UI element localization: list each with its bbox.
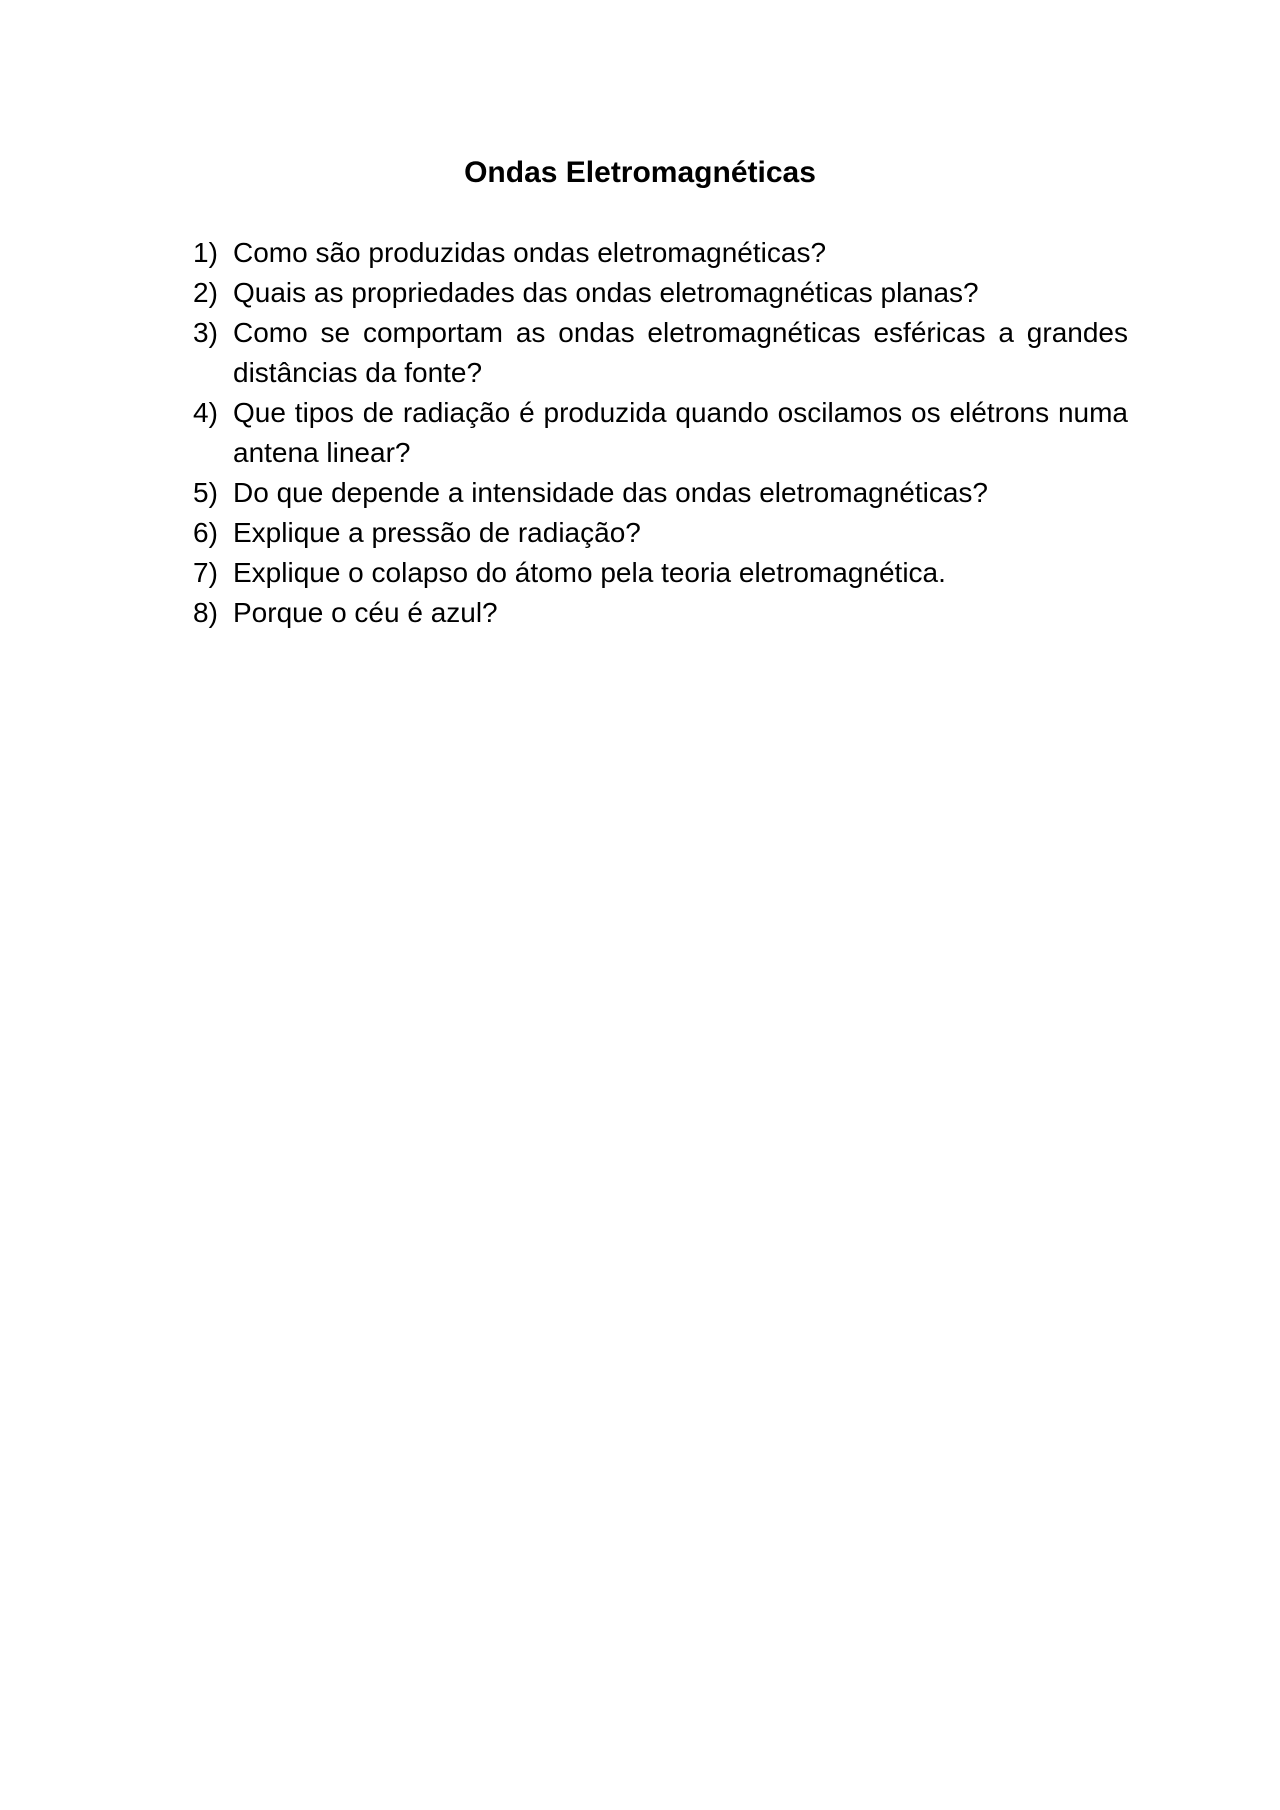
question-item (193, 473, 1128, 513)
question-number: 7) (193, 557, 218, 588)
question-item (193, 513, 1128, 553)
question-item (193, 593, 1128, 633)
question-number: 8) (193, 597, 218, 628)
question-text: Que tipos de radiação é produzida quando oscilamos os elétrons numa antena linear? (233, 397, 1128, 468)
question-text: Como são produzidas ondas eletromagnéticas? (233, 237, 827, 268)
question-item (193, 393, 1128, 473)
question-item (193, 233, 1128, 273)
question-list (193, 233, 1128, 633)
question-number: 6) (193, 517, 218, 548)
question-number: 4) (193, 397, 218, 428)
question-number: 3) (193, 317, 218, 348)
question-text: Do que depende a intensidade das ondas eletromagnéticas? (233, 477, 989, 508)
question-text: Como se comportam as ondas eletromagnéticas esféricas a grandes distâncias da fonte? (233, 317, 1128, 388)
question-number: 1) (193, 237, 218, 268)
question-text: Explique a pressão de radiação? (233, 517, 641, 548)
question-item (193, 313, 1128, 393)
question-item (193, 273, 1128, 313)
question-number: 2) (193, 277, 218, 308)
question-text: Porque o céu é azul? (233, 597, 498, 628)
document-title: Ondas Eletromagnéticas (464, 156, 816, 189)
question-item (193, 553, 1128, 593)
question-text: Explique o colapso do átomo pela teoria eletromagnética. (233, 557, 946, 588)
question-number: 5) (193, 477, 218, 508)
question-text: Quais as propriedades das ondas eletromagnéticas planas? (233, 277, 979, 308)
